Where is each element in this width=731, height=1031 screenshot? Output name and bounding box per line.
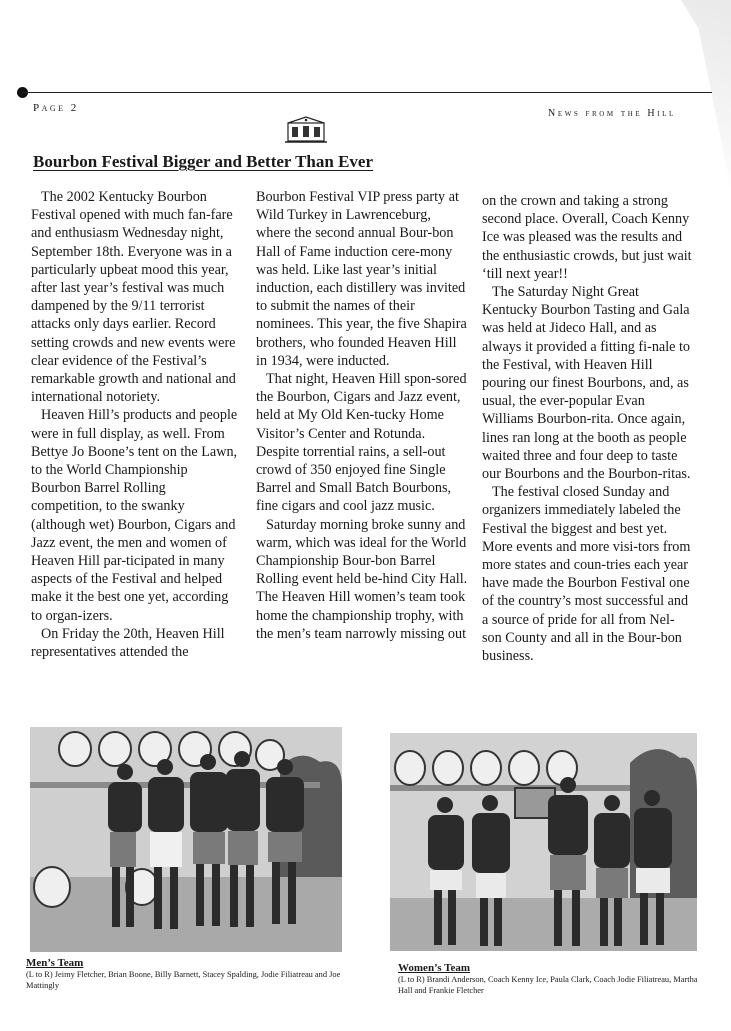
article-paragraph: Heaven Hill’s products and people were in full display, as well. From Bettye Jo Boone’s tent on the Lawn, to the World Championship Bourbon Barrel Rolling competition, to the swanky (although wet) Bourbon, Cigars and Jazz event, the men and women of Heaven Hill par-ticipated in many aspects of the Festival and helped make it the best one yet, according to organ-izers. — [31, 407, 238, 624]
page-number-label: Page 2 — [33, 102, 79, 114]
article-paragraph: That night, Heaven Hill spon-sored the Bourbon, Cigars and Jazz event, held at My Old Ken-tucky Home Visitor’s Center and Rotunda. Despite torrential rains, a sell-out crowd of 350 enjoyed fine Single Barrel and Small Batch Bourbons, fine cigars and cool jazz music. — [256, 371, 467, 515]
womens-team-caption-names: (L to R) Brandi Anderson, Coach Kenny Ice, Paula Clark, Coach Jodie Filiatreau, Martha Hall and Frankie Fletcher — [398, 975, 698, 995]
article-paragraph: The 2002 Kentucky Bourbon Festival opened with much fan-fare and enthusiasm Wednesday night, September 18th. Everyone was in a particularly upbeat mood this year, after last year’s festival was much dampened by the 9/11 terrorist attacks only days earlier. Record setting crowds and new events were clear evidence of the Festival’s remarkable growth and national and international notoriety. — [31, 189, 236, 406]
article-paragraph: On Friday the 20th, Heaven Hill representatives attended the — [31, 625, 225, 661]
article-column-3 — [482, 192, 694, 665]
womens-team-photo — [390, 733, 697, 951]
article-column-2 — [256, 188, 468, 643]
article-paragraph: on the crown and taking a strong second place. Overall, Coach Kenny Ice was pleased was the results and the enthusiastic crowds, but just wait ‘till next year!! — [482, 193, 692, 282]
womens-team-caption-title: Women’s Team — [398, 962, 471, 974]
publication-name: News from the Hill — [548, 108, 676, 119]
article-paragraph: The Saturday Night Great Kentucky Bourbon Tasting and Gala was held at Jideco Hall, and as always it provided a fitting fi-nale to the Festival, with Heaven Hill pouring our finest Bourbons, and, as usual, the ever-popular Evan Williams Bourbon-rita. Once again, lines ran long at the booth as people waited three and four deep to taste our Bourbons and the Bourbon-ritas. — [482, 284, 691, 483]
mens-team-caption-title: Men’s Team — [26, 957, 84, 969]
scan-page-corner — [681, 0, 731, 190]
article-paragraph: Saturday morning broke sunny and warm, which was ideal for the World Championship Bour-bon Barrel Rolling event held be-hind City Hall. The Heaven Hill women’s team took home the championship trophy, with the men’s team narrowly missing out — [256, 516, 468, 642]
article-paragraph: Bourbon Festival VIP press party at Wild Turkey in Lawrenceburg, where the second annual Bour-bon Hall of Fame induction cere-mony was held. Like last year’s initial induction, each distillery was invited to submit the names of their nominees. This year, the five Shapira brothers, who founded Heaven Hill in 1934, were inducted. — [256, 189, 467, 369]
mens-team-caption-names: (L to R) Jeimy Fletcher, Brian Boone, Billy Barnett, Stacey Spalding, Jodie Filiatreau and Joe Mattingly — [26, 970, 341, 990]
distillery-emblem-icon — [282, 115, 330, 145]
mens-team-photo — [30, 727, 342, 952]
article-headline: Bourbon Festival Bigger and Better Than Ever — [33, 152, 374, 171]
article-column-1 — [31, 188, 239, 661]
header-rule — [22, 92, 712, 93]
article-paragraph: The festival closed Sunday and organizers immediately labeled the Festival the biggest and best yet. More events and more visi-tors from more states and coun-tries each year have made the Bourbon Festival one of the country’s most successful and a source of pride for all from Nel-son County and all in the Bour-bon business. — [482, 484, 691, 665]
